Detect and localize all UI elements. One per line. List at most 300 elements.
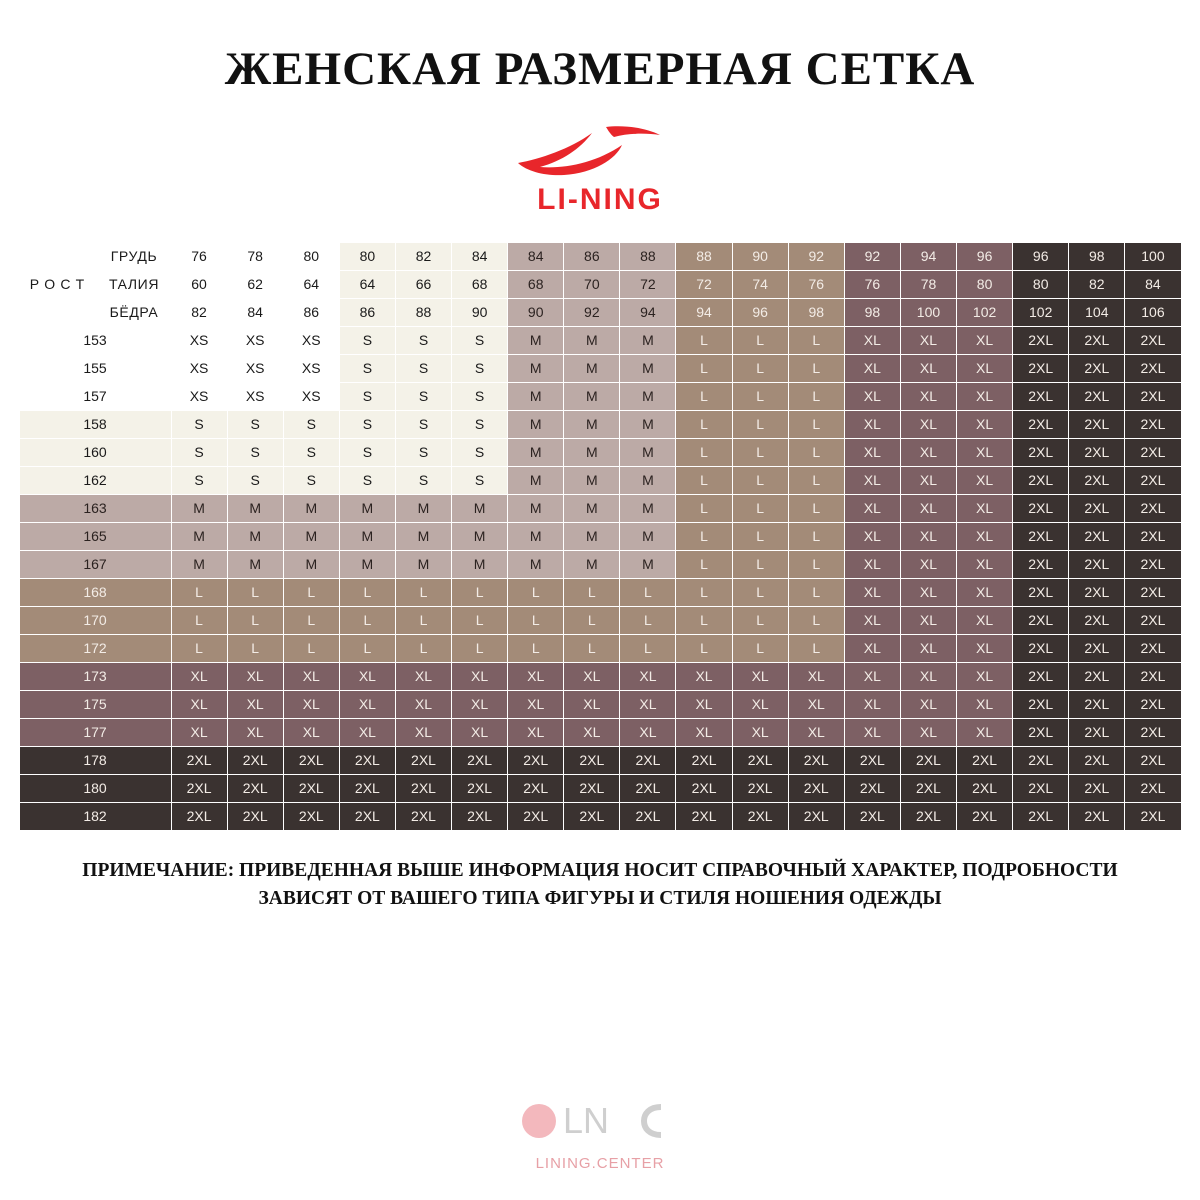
size-cell: XL — [844, 635, 900, 663]
size-cell: XL — [676, 719, 732, 747]
size-cell: S — [339, 383, 395, 411]
measure-cell: 86 — [564, 243, 620, 271]
size-cell: 2XL — [1069, 327, 1125, 355]
size-cell: M — [339, 551, 395, 579]
size-cell: XL — [844, 467, 900, 495]
measure-cell: 104 — [1069, 299, 1125, 327]
size-cell: M — [283, 495, 339, 523]
size-cell: XL — [900, 691, 956, 719]
measure-cell: 88 — [395, 299, 451, 327]
size-cell: 2XL — [1125, 495, 1181, 523]
size-cell: L — [620, 607, 676, 635]
size-cell: L — [564, 635, 620, 663]
height-cell: 172 — [19, 635, 171, 663]
measure-cell: 78 — [900, 271, 956, 299]
size-cell: XL — [620, 719, 676, 747]
table-row — [19, 775, 1181, 803]
size-cell: L — [395, 607, 451, 635]
measure-cell: 68 — [452, 271, 508, 299]
size-cell: M — [508, 523, 564, 551]
measure-cell: 84 — [1125, 271, 1181, 299]
size-cell: M — [227, 495, 283, 523]
size-cell: XL — [395, 691, 451, 719]
size-cell: XL — [844, 327, 900, 355]
size-cell: XL — [227, 691, 283, 719]
table-row — [19, 355, 1181, 383]
size-cell: L — [788, 411, 844, 439]
size-cell: M — [564, 467, 620, 495]
size-cell: L — [732, 411, 788, 439]
measure-cell: 94 — [620, 299, 676, 327]
measure-row — [19, 299, 1181, 327]
size-cell: 2XL — [1013, 747, 1069, 775]
size-cell: 2XL — [1125, 719, 1181, 747]
size-cell: 2XL — [957, 747, 1013, 775]
measure-cell: 76 — [788, 271, 844, 299]
size-cell: L — [732, 327, 788, 355]
size-cell: XL — [900, 551, 956, 579]
measure-cell: 86 — [283, 299, 339, 327]
size-cell: L — [620, 579, 676, 607]
size-cell: XL — [844, 439, 900, 467]
size-cell: S — [339, 439, 395, 467]
table-row — [19, 327, 1181, 355]
measure-cell: 94 — [676, 299, 732, 327]
size-cell: XL — [508, 663, 564, 691]
size-cell: S — [227, 439, 283, 467]
size-cell: 2XL — [1125, 663, 1181, 691]
size-cell: 2XL — [900, 747, 956, 775]
size-cell: XL — [452, 691, 508, 719]
size-cell: 2XL — [1125, 691, 1181, 719]
size-cell: M — [620, 411, 676, 439]
size-cell: 2XL — [171, 803, 227, 831]
size-cell: M — [395, 495, 451, 523]
size-cell: XL — [227, 719, 283, 747]
measure-cell: 80 — [1013, 271, 1069, 299]
size-cell: XL — [676, 663, 732, 691]
size-cell: L — [395, 579, 451, 607]
measure-row-label: БЁДРА — [97, 299, 171, 327]
size-cell: XS — [171, 383, 227, 411]
size-cell: L — [227, 579, 283, 607]
size-cell: 2XL — [900, 775, 956, 803]
size-cell: L — [508, 579, 564, 607]
height-cell: 173 — [19, 663, 171, 691]
size-cell: XL — [395, 719, 451, 747]
size-cell: M — [564, 523, 620, 551]
size-cell: L — [788, 495, 844, 523]
size-cell: L — [788, 579, 844, 607]
size-cell: XL — [900, 327, 956, 355]
size-cell: M — [508, 355, 564, 383]
measure-cell: 100 — [900, 299, 956, 327]
lnc-logo-icon — [515, 1095, 685, 1147]
size-cell: L — [171, 607, 227, 635]
size-cell: L — [283, 635, 339, 663]
size-cell: 2XL — [1013, 523, 1069, 551]
size-cell: XL — [732, 691, 788, 719]
size-cell: XL — [788, 719, 844, 747]
svg-text:LN: LN — [563, 1100, 610, 1141]
measure-cell: 90 — [508, 299, 564, 327]
size-cell: L — [227, 635, 283, 663]
size-cell: XL — [957, 495, 1013, 523]
measure-cell: 96 — [1013, 243, 1069, 271]
measure-cell: 80 — [339, 243, 395, 271]
size-cell: L — [788, 355, 844, 383]
size-cell: S — [339, 411, 395, 439]
size-cell: XL — [620, 663, 676, 691]
measure-cell: 90 — [452, 299, 508, 327]
size-cell: L — [676, 439, 732, 467]
measure-cell: 72 — [620, 271, 676, 299]
size-cell: XL — [844, 663, 900, 691]
size-cell: XL — [564, 663, 620, 691]
size-cell: 2XL — [1069, 495, 1125, 523]
size-cell: 2XL — [1013, 775, 1069, 803]
size-cell: XL — [844, 523, 900, 551]
size-cell: L — [732, 355, 788, 383]
size-cell: M — [564, 551, 620, 579]
height-cell: 177 — [19, 719, 171, 747]
size-cell: S — [227, 411, 283, 439]
size-cell: XL — [957, 467, 1013, 495]
measure-cell: 86 — [339, 299, 395, 327]
size-cell: 2XL — [1125, 411, 1181, 439]
size-cell: L — [676, 635, 732, 663]
size-cell: XS — [171, 327, 227, 355]
size-cell: L — [339, 635, 395, 663]
size-cell: XL — [788, 663, 844, 691]
size-cell: L — [395, 635, 451, 663]
brand-logo-block — [0, 108, 1200, 228]
measure-cell: 102 — [957, 299, 1013, 327]
size-cell: 2XL — [1013, 691, 1069, 719]
measure-cell: 80 — [283, 243, 339, 271]
page-title: ЖЕНСКАЯ РАЗМЕРНАЯ СЕТКА — [224, 43, 976, 95]
size-cell: XL — [957, 327, 1013, 355]
size-cell: 2XL — [452, 747, 508, 775]
size-cell: M — [452, 495, 508, 523]
size-cell: L — [788, 439, 844, 467]
size-cell: 2XL — [1069, 523, 1125, 551]
size-cell: XL — [339, 691, 395, 719]
size-cell: M — [227, 523, 283, 551]
height-cell: 160 — [19, 439, 171, 467]
size-cell: L — [508, 607, 564, 635]
size-cell: XL — [452, 663, 508, 691]
table-row — [19, 803, 1181, 831]
size-cell: M — [564, 355, 620, 383]
size-cell: S — [452, 467, 508, 495]
size-cell: 2XL — [564, 803, 620, 831]
size-cell: L — [227, 607, 283, 635]
measure-cell: 66 — [395, 271, 451, 299]
size-cell: M — [283, 551, 339, 579]
size-cell: 2XL — [1125, 775, 1181, 803]
brand-wordmark: LI-NING — [537, 183, 663, 216]
measure-cell: 84 — [227, 299, 283, 327]
size-cell: 2XL — [844, 803, 900, 831]
size-cell: M — [395, 551, 451, 579]
size-cell: 2XL — [1069, 803, 1125, 831]
measure-cell: 92 — [788, 243, 844, 271]
size-cell: 2XL — [676, 775, 732, 803]
size-cell: XL — [844, 495, 900, 523]
size-cell: L — [732, 439, 788, 467]
size-cell: 2XL — [283, 803, 339, 831]
size-cell: XL — [900, 495, 956, 523]
size-cell: XL — [844, 551, 900, 579]
size-cell: XL — [788, 691, 844, 719]
size-cell: S — [452, 355, 508, 383]
size-cell: M — [283, 523, 339, 551]
size-cell: M — [564, 383, 620, 411]
table-row — [19, 747, 1181, 775]
measure-cell: 98 — [1069, 243, 1125, 271]
size-cell: XL — [957, 579, 1013, 607]
size-cell: L — [732, 495, 788, 523]
size-cell: L — [732, 383, 788, 411]
height-cell: 180 — [19, 775, 171, 803]
size-cell: XL — [957, 691, 1013, 719]
size-cell: 2XL — [1069, 747, 1125, 775]
size-cell: M — [508, 439, 564, 467]
height-cell: 175 — [19, 691, 171, 719]
size-cell: 2XL — [1125, 607, 1181, 635]
corner-height-label — [19, 243, 97, 327]
size-cell: M — [564, 411, 620, 439]
size-cell: 2XL — [1125, 803, 1181, 831]
size-cell: M — [564, 439, 620, 467]
measure-cell: 76 — [171, 243, 227, 271]
size-cell: XL — [957, 607, 1013, 635]
size-cell: L — [676, 607, 732, 635]
size-cell: XS — [227, 383, 283, 411]
size-cell: XL — [283, 663, 339, 691]
size-cell: XL — [844, 607, 900, 635]
size-cell: 2XL — [339, 747, 395, 775]
size-cell: XL — [900, 579, 956, 607]
size-cell: 2XL — [1069, 579, 1125, 607]
size-cell: L — [283, 579, 339, 607]
size-cell: L — [732, 579, 788, 607]
size-cell: XL — [283, 691, 339, 719]
size-cell: M — [508, 467, 564, 495]
size-cell: M — [564, 495, 620, 523]
size-cell: 2XL — [1069, 775, 1125, 803]
measure-row — [19, 243, 1181, 271]
size-cell: S — [395, 411, 451, 439]
size-cell: L — [171, 635, 227, 663]
size-cell: L — [732, 551, 788, 579]
height-cell: 153 — [19, 327, 171, 355]
size-cell: M — [339, 495, 395, 523]
size-cell: XL — [844, 411, 900, 439]
table-row — [19, 495, 1181, 523]
size-cell: XL — [844, 691, 900, 719]
size-cell: M — [620, 495, 676, 523]
measure-cell: 84 — [452, 243, 508, 271]
size-cell: 2XL — [732, 803, 788, 831]
size-cell: M — [395, 523, 451, 551]
size-cell: M — [508, 327, 564, 355]
size-cell: XL — [957, 523, 1013, 551]
size-cell: XL — [171, 691, 227, 719]
size-cell: 2XL — [1069, 355, 1125, 383]
corner-label-text: Р О С Т — [29, 276, 87, 292]
height-cell: 168 — [19, 579, 171, 607]
size-cell: 2XL — [1069, 691, 1125, 719]
size-cell: S — [395, 383, 451, 411]
measure-cell: 88 — [676, 243, 732, 271]
size-cell: S — [171, 467, 227, 495]
size-cell: M — [620, 551, 676, 579]
size-cell: 2XL — [1013, 663, 1069, 691]
size-cell: 2XL — [1013, 551, 1069, 579]
size-cell: 2XL — [1013, 383, 1069, 411]
measure-cell: 92 — [844, 243, 900, 271]
size-cell: XL — [900, 355, 956, 383]
measure-cell: 96 — [732, 299, 788, 327]
size-cell: L — [676, 495, 732, 523]
size-cell: M — [339, 523, 395, 551]
size-cell: M — [171, 495, 227, 523]
size-cell: L — [676, 411, 732, 439]
measure-cell: 68 — [508, 271, 564, 299]
size-cell: M — [452, 551, 508, 579]
table-row — [19, 691, 1181, 719]
size-cell: M — [171, 551, 227, 579]
size-cell: 2XL — [1125, 523, 1181, 551]
size-cell: 2XL — [788, 775, 844, 803]
size-cell: M — [620, 355, 676, 383]
size-cell: XL — [732, 719, 788, 747]
table-row — [19, 663, 1181, 691]
measure-row-label: ГРУДЬ — [97, 243, 171, 271]
size-cell: S — [452, 383, 508, 411]
size-cell: 2XL — [732, 747, 788, 775]
size-cell: S — [339, 327, 395, 355]
size-cell: L — [788, 607, 844, 635]
measure-cell: 64 — [283, 271, 339, 299]
size-cell: M — [171, 523, 227, 551]
measure-cell: 82 — [395, 243, 451, 271]
size-cell: L — [452, 579, 508, 607]
height-cell: 162 — [19, 467, 171, 495]
size-cell: 2XL — [1013, 803, 1069, 831]
size-cell: S — [339, 467, 395, 495]
size-cell: XS — [283, 355, 339, 383]
size-cell: XL — [564, 719, 620, 747]
size-cell: 2XL — [1069, 607, 1125, 635]
measure-cell: 70 — [564, 271, 620, 299]
size-cell: L — [732, 523, 788, 551]
li-ning-logo-icon — [510, 119, 690, 181]
disclaimer-note: ПРИМЕЧАНИЕ: ПРИВЕДЕННАЯ ВЫШЕ ИНФОРМАЦИЯ НОСИТ СПРАВОЧНЫЙ ХАРАКТЕР, ПОДРОБНОСТИ ЗАВИСЯТ ОТ ВАШЕГО ТИПА ФИГУРЫ И СТИЛЯ НОШЕНИЯ ОДЕЖДЫ — [82, 860, 1118, 909]
size-cell: 2XL — [395, 775, 451, 803]
size-cell: 2XL — [1125, 327, 1181, 355]
measure-cell: 96 — [957, 243, 1013, 271]
size-cell: XL — [900, 663, 956, 691]
table-row — [19, 607, 1181, 635]
size-cell: XL — [900, 383, 956, 411]
size-cell: L — [788, 551, 844, 579]
size-cell: L — [676, 355, 732, 383]
size-cell: XL — [957, 719, 1013, 747]
size-cell: 2XL — [1125, 439, 1181, 467]
size-cell: 2XL — [339, 775, 395, 803]
measure-cell: 100 — [1125, 243, 1181, 271]
table-row — [19, 411, 1181, 439]
size-cell: L — [676, 467, 732, 495]
size-cell: XL — [171, 719, 227, 747]
measure-cell: 76 — [844, 271, 900, 299]
size-cell: 2XL — [957, 775, 1013, 803]
size-cell: 2XL — [1069, 663, 1125, 691]
size-cell: XS — [171, 355, 227, 383]
size-cell: S — [452, 327, 508, 355]
size-cell: L — [508, 635, 564, 663]
height-cell: 170 — [19, 607, 171, 635]
height-cell: 182 — [19, 803, 171, 831]
size-cell: 2XL — [732, 775, 788, 803]
measure-cell: 94 — [900, 243, 956, 271]
table-row — [19, 719, 1181, 747]
table-row — [19, 523, 1181, 551]
size-cell: 2XL — [1125, 747, 1181, 775]
site-footer — [0, 1095, 1200, 1172]
table-row — [19, 635, 1181, 663]
size-cell: L — [676, 327, 732, 355]
size-cell: XL — [957, 411, 1013, 439]
measure-row — [19, 271, 1181, 299]
size-cell: L — [732, 467, 788, 495]
size-cell: 2XL — [1013, 439, 1069, 467]
size-cell: S — [171, 439, 227, 467]
size-cell: S — [283, 467, 339, 495]
size-cell: XS — [227, 355, 283, 383]
size-cell: XL — [957, 383, 1013, 411]
size-cell: L — [788, 467, 844, 495]
size-cell: L — [171, 579, 227, 607]
size-cell: XL — [283, 719, 339, 747]
size-cell: 2XL — [620, 775, 676, 803]
size-cell: XL — [732, 663, 788, 691]
size-cell: L — [676, 551, 732, 579]
size-cell: L — [564, 579, 620, 607]
size-cell: 2XL — [1125, 355, 1181, 383]
size-cell: 2XL — [339, 803, 395, 831]
measure-cell: 88 — [620, 243, 676, 271]
size-cell: XL — [452, 719, 508, 747]
size-cell: S — [227, 467, 283, 495]
size-cell: XL — [957, 551, 1013, 579]
size-cell: 2XL — [620, 747, 676, 775]
size-cell: 2XL — [1125, 551, 1181, 579]
size-cell: 2XL — [676, 803, 732, 831]
measure-cell: 106 — [1125, 299, 1181, 327]
size-cell: 2XL — [1013, 579, 1069, 607]
size-cell: 2XL — [788, 747, 844, 775]
height-cell: 158 — [19, 411, 171, 439]
size-cell: 2XL — [1125, 467, 1181, 495]
size-cell: XL — [957, 635, 1013, 663]
measure-cell: 102 — [1013, 299, 1069, 327]
size-cell: 2XL — [227, 747, 283, 775]
measure-cell: 92 — [564, 299, 620, 327]
